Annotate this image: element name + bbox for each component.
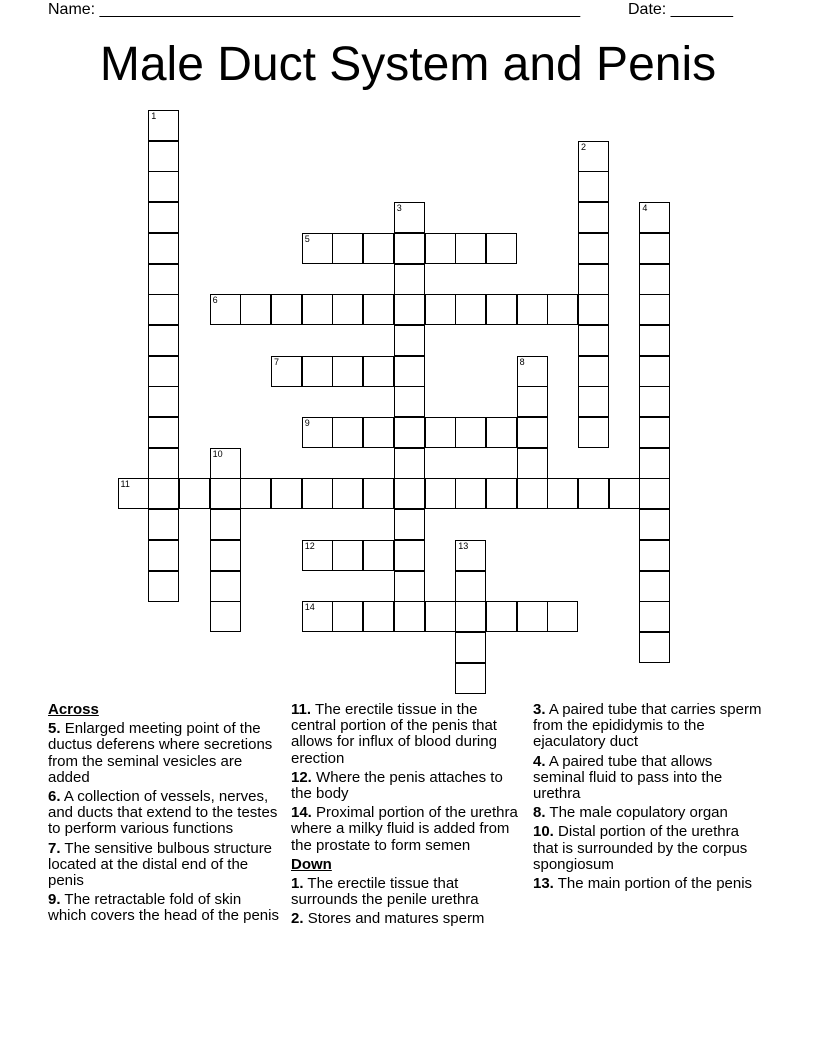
grid-cell[interactable] bbox=[363, 294, 394, 325]
cell-number: 4 bbox=[642, 203, 648, 214]
grid-cell[interactable] bbox=[332, 478, 363, 509]
grid-cell[interactable] bbox=[210, 448, 241, 479]
clue-across-12: 12. Where the penis attaches to the body bbox=[291, 768, 503, 803]
grid-cell[interactable] bbox=[517, 386, 548, 417]
grid-cell[interactable] bbox=[609, 478, 640, 509]
grid-cell[interactable] bbox=[394, 325, 425, 356]
grid-cell[interactable] bbox=[363, 233, 394, 264]
grid-cell[interactable] bbox=[118, 478, 149, 509]
clue-down-10: 10. Distal portion of the urethra that is surrounded by the corpus spongiosum bbox=[533, 823, 748, 873]
grid-cell[interactable] bbox=[302, 294, 333, 325]
grid-cell[interactable] bbox=[578, 478, 609, 509]
grid-cell[interactable] bbox=[363, 601, 394, 632]
grid-cell[interactable] bbox=[363, 356, 394, 387]
clues-column-3 bbox=[533, 702, 763, 895]
clues-column-2 bbox=[291, 702, 526, 931]
grid-cell[interactable] bbox=[639, 448, 670, 479]
grid-cell[interactable] bbox=[210, 294, 241, 325]
grid-cell[interactable] bbox=[148, 264, 179, 295]
grid-cell[interactable] bbox=[455, 601, 486, 632]
grid-cell[interactable] bbox=[578, 417, 609, 448]
grid-cell[interactable] bbox=[425, 233, 456, 264]
grid-cell[interactable] bbox=[363, 540, 394, 571]
grid-cell[interactable] bbox=[148, 540, 179, 571]
page-title: Male Duct System and Penis bbox=[99, 38, 717, 91]
cell-number: 8 bbox=[519, 356, 525, 367]
grid-cell[interactable] bbox=[394, 294, 425, 325]
grid-cell[interactable] bbox=[578, 356, 609, 387]
grid-cell[interactable] bbox=[639, 386, 670, 417]
grid-cell[interactable] bbox=[517, 417, 548, 448]
date-label: Date: bbox=[628, 1, 671, 18]
grid-cell[interactable] bbox=[639, 601, 670, 632]
grid-cell[interactable] bbox=[578, 233, 609, 264]
clue-down-2: 2. Stores and matures sperm bbox=[291, 910, 485, 928]
cell-number: 9 bbox=[304, 418, 310, 428]
grid-cell[interactable] bbox=[394, 356, 425, 387]
grid-cell[interactable] bbox=[517, 448, 548, 479]
grid-cell[interactable] bbox=[517, 294, 548, 325]
grid-cell[interactable] bbox=[425, 417, 456, 448]
cell-number: 3 bbox=[396, 203, 402, 214]
grid-cell[interactable] bbox=[547, 478, 578, 509]
grid-cell[interactable] bbox=[302, 540, 333, 571]
cell-number: 10 bbox=[212, 448, 223, 459]
grid-cell[interactable] bbox=[455, 663, 486, 694]
clue-across-7: 7. The sensitive bulbous structure located at the distal end of the penis bbox=[48, 839, 273, 890]
grid-cell[interactable] bbox=[394, 448, 425, 479]
grid-cell[interactable] bbox=[639, 509, 670, 540]
grid-cell[interactable] bbox=[639, 571, 670, 602]
clue-across-11: 11. The erectile tissue in the central portion of the penis that allows for influx of blood during erection bbox=[291, 701, 497, 767]
grid-cell[interactable] bbox=[578, 386, 609, 417]
grid-cell[interactable] bbox=[332, 417, 363, 448]
grid-cell[interactable] bbox=[578, 171, 609, 202]
grid-cell[interactable] bbox=[271, 478, 302, 509]
grid-cell[interactable] bbox=[394, 233, 425, 264]
grid-cell[interactable] bbox=[455, 294, 486, 325]
grid-cell[interactable] bbox=[639, 478, 670, 509]
grid-cell[interactable] bbox=[639, 632, 670, 663]
across-heading: Across bbox=[48, 701, 99, 718]
cell-number: 7 bbox=[274, 356, 280, 367]
clue-across-5: 5. Enlarged meeting point of the ductus deferens where secretions from the seminal vesicles are added bbox=[48, 720, 273, 786]
grid-cell[interactable] bbox=[332, 540, 363, 571]
grid-cell[interactable] bbox=[148, 233, 179, 264]
cell-number: 2 bbox=[581, 141, 587, 152]
grid-cell[interactable] bbox=[394, 540, 425, 571]
clue-across-14: 14. Proximal portion of the urethra where a milky fluid is added from the prostate to form semen bbox=[291, 804, 518, 854]
grid-cell[interactable] bbox=[148, 110, 179, 141]
cell-number: 13 bbox=[458, 540, 469, 551]
grid-cell[interactable] bbox=[547, 601, 578, 632]
grid-cell[interactable] bbox=[148, 294, 179, 325]
clue-down-8: 8. The male copulatory organ bbox=[533, 804, 728, 822]
cell-number: 6 bbox=[212, 295, 218, 306]
grid-cell[interactable] bbox=[486, 601, 517, 632]
grid-cell[interactable] bbox=[578, 202, 609, 233]
grid-cell[interactable] bbox=[210, 478, 241, 509]
grid-cell[interactable] bbox=[486, 294, 517, 325]
grid-cell[interactable] bbox=[394, 386, 425, 417]
grid-cell[interactable] bbox=[455, 540, 486, 571]
grid-cell[interactable] bbox=[578, 325, 609, 356]
grid-cell[interactable] bbox=[425, 294, 456, 325]
grid-cell[interactable] bbox=[179, 478, 210, 509]
grid-cell[interactable] bbox=[425, 601, 456, 632]
grid-cell[interactable] bbox=[578, 294, 609, 325]
grid-cell[interactable] bbox=[302, 417, 333, 448]
grid-cell[interactable] bbox=[332, 233, 363, 264]
grid-cell[interactable] bbox=[363, 478, 394, 509]
down-heading: Down bbox=[291, 855, 332, 873]
grid-cell[interactable] bbox=[148, 386, 179, 417]
grid-cell[interactable] bbox=[394, 509, 425, 540]
grid-cell[interactable] bbox=[394, 601, 425, 632]
grid-cell[interactable] bbox=[639, 202, 670, 233]
grid-cell[interactable] bbox=[639, 540, 670, 571]
grid-cell[interactable] bbox=[394, 264, 425, 295]
cell-number: 11 bbox=[120, 479, 130, 490]
grid-cell[interactable] bbox=[455, 233, 486, 264]
grid-cell[interactable] bbox=[148, 356, 179, 387]
grid-cell[interactable] bbox=[639, 294, 670, 325]
cell-number: 12 bbox=[304, 540, 315, 551]
grid-cell[interactable] bbox=[394, 478, 425, 509]
grid-cell[interactable] bbox=[271, 356, 302, 387]
clue-down-4: 4. A paired tube that allows seminal fluid to pass into the urethra bbox=[533, 752, 723, 803]
grid-cell[interactable] bbox=[240, 294, 271, 325]
clue-down-13: 13. The main portion of the penis bbox=[533, 875, 753, 893]
grid-cell[interactable] bbox=[210, 509, 241, 540]
clues-column-1 bbox=[48, 702, 280, 928]
name-blank: ______________________________________________________ bbox=[99, 1, 581, 18]
grid-cell[interactable] bbox=[639, 233, 670, 264]
grid-cell[interactable] bbox=[639, 264, 670, 295]
grid-cell[interactable] bbox=[271, 294, 302, 325]
grid-cell[interactable] bbox=[639, 356, 670, 387]
grid-cell[interactable] bbox=[148, 325, 179, 356]
grid-cell[interactable] bbox=[486, 478, 517, 509]
clue-down-3: 3. A paired tube that carries sperm from the epididymis to the ejaculatory duct bbox=[533, 701, 762, 751]
grid-cell[interactable] bbox=[148, 417, 179, 448]
grid-cell[interactable] bbox=[302, 601, 333, 632]
cell-number: 5 bbox=[304, 233, 310, 244]
grid-cell[interactable] bbox=[547, 294, 578, 325]
grid-cell[interactable] bbox=[639, 417, 670, 448]
cell-number: 1 bbox=[151, 111, 157, 121]
grid-cell[interactable] bbox=[332, 601, 363, 632]
grid-cell[interactable] bbox=[148, 509, 179, 540]
name-label: Name: bbox=[48, 1, 100, 18]
grid-cell[interactable] bbox=[455, 417, 486, 448]
cell-number: 14 bbox=[304, 602, 315, 613]
clue-across-6: 6. A collection of vessels, nerves, and ducts that extend to the testes to perform various functions bbox=[48, 788, 278, 838]
grid-cell[interactable] bbox=[578, 264, 609, 295]
grid-cell[interactable] bbox=[210, 540, 241, 571]
grid-cell[interactable] bbox=[455, 478, 486, 509]
grid-cell[interactable] bbox=[394, 417, 425, 448]
grid-cell[interactable] bbox=[302, 356, 333, 387]
grid-cell[interactable] bbox=[210, 571, 241, 602]
grid-cell[interactable] bbox=[148, 202, 179, 233]
grid-cell[interactable] bbox=[332, 294, 363, 325]
grid-cell[interactable] bbox=[148, 141, 179, 172]
grid-cell[interactable] bbox=[578, 141, 609, 172]
grid-cell[interactable] bbox=[148, 171, 179, 202]
grid-cell[interactable] bbox=[425, 478, 456, 509]
grid-cell[interactable] bbox=[302, 233, 333, 264]
grid-cell[interactable] bbox=[148, 478, 179, 509]
grid-cell[interactable] bbox=[302, 478, 333, 509]
grid-cell[interactable] bbox=[148, 571, 179, 602]
grid-cell[interactable] bbox=[210, 601, 241, 632]
grid-cell[interactable] bbox=[148, 448, 179, 479]
grid-cell[interactable] bbox=[240, 478, 271, 509]
clue-across-9: 9. The retractable fold of skin which covers the head of the penis bbox=[48, 891, 279, 925]
grid-cell[interactable] bbox=[394, 571, 425, 602]
grid-cell[interactable] bbox=[517, 478, 548, 509]
grid-cell[interactable] bbox=[332, 356, 363, 387]
grid-cell[interactable] bbox=[455, 571, 486, 602]
grid-cell[interactable] bbox=[363, 417, 394, 448]
grid-cell[interactable] bbox=[486, 417, 517, 448]
grid-cell[interactable] bbox=[639, 325, 670, 356]
grid-cell[interactable] bbox=[394, 202, 425, 233]
grid-cell[interactable] bbox=[517, 356, 548, 387]
grid-cell[interactable] bbox=[455, 632, 486, 663]
date-blank: _______ bbox=[670, 1, 733, 18]
grid-cell[interactable] bbox=[486, 233, 517, 264]
grid-cell[interactable] bbox=[517, 601, 548, 632]
clue-down-1: 1. The erectile tissue that surrounds the penile urethra bbox=[291, 875, 479, 909]
